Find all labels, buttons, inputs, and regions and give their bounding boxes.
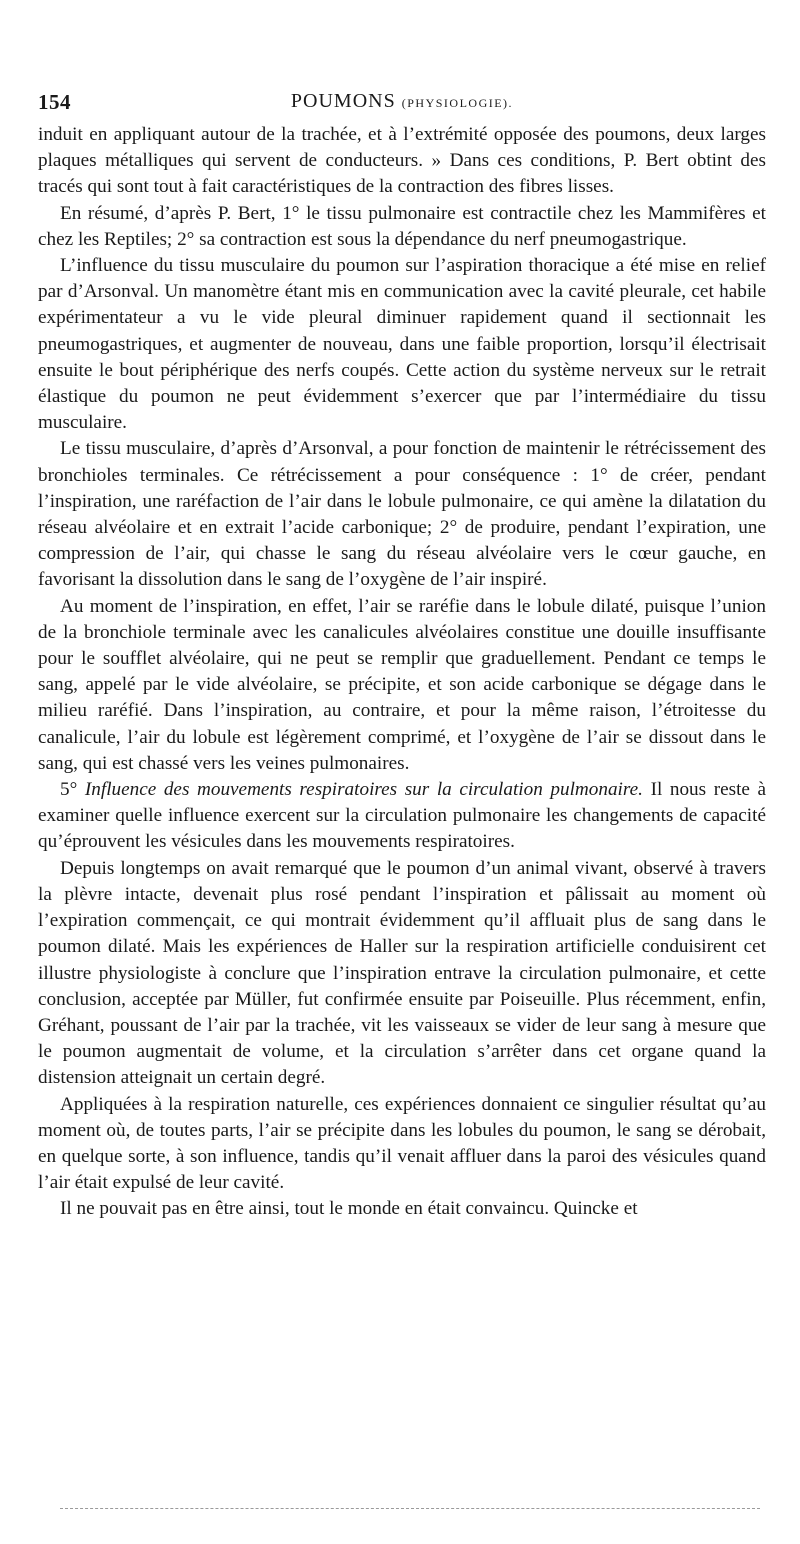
page-number: 154 [38, 90, 71, 114]
section-number: 5° [60, 779, 78, 801]
paragraph-8: Appliquées à la respiration naturelle, ces expériences donnaient ce singulier résultat qu’au moment où, de toutes parts, l’air se précipite dans les lobules du poumon, le sang se dérobait, en quelque sorte, à son influence, tandis qu’il venait affluer dans la paroi des vésicules quand l’air était expulsé de leur cavité. [38, 1093, 766, 1194]
section-heading: Influence des mouvements respiratoires sur la circulation pulmonaire. [84, 779, 643, 801]
paragraph-7: Depuis longtemps on avait remarqué que le poumon d’un animal vivant, observé à travers la plèvre intacte, devenait plus rosé pendant l’inspiration et pâlissait au moment où l’expiration commençait, ce qui montrait évidemment qu’il affluait plus de sang dans le poumon dilaté. Mais les expériences de Haller sur la respiration artificielle conduisirent cet illustre physiologiste à conclure que l’inspiration entrave la circulation pulmonaire, et cette conclusion, acceptée par Müller, fut confirmée ensuite par Poiseuille. Plus récemment, enfin, Gréhant, poussant de l’air par la trachée, vit les vaisseaux se vider de leur sang à mesure que le poumon augmentait de volume, et la circulation s’arrêter dans cet organe quand la distension atteignait un certain degré. [38, 857, 766, 1089]
running-header [38, 86, 766, 122]
running-title [38, 90, 766, 113]
running-title-subtitle: (PHYSIOLOGIE). [401, 96, 514, 110]
paragraph-1: induit en appliquant autour de la trachée, et à l’extrémité opposée des poumons, deux larges plaques métalliques qui servent de conducteurs. » Dans ces conditions, P. Bert obtint des tracés qui sont tout à fait caractéristiques de la contraction des fibres lisses. [38, 124, 766, 198]
paragraph-3: L’influence du tissu musculaire du poumon sur l’aspiration thoracique a été mise en relief par d’Arsonval. Un manomètre étant mis en communication avec la cavité pleurale, cet habile expérimentateur a vu le vide pleural diminuer rapidement quand il sectionnait les pneumogastriques, et augmenter de nouveau, dans une faible proportion, lorsqu’il électrisait ensuite le bout périphérique des nerfs coupés. Cette action du système nerveux sur le retrait élastique du poumon ne peut évidemment s’exercer que par l’intermédiaire du tissu musculaire. [38, 255, 766, 434]
section-5-paragraph [38, 777, 766, 856]
book-page [38, 86, 766, 1223]
section-5-text: Il nous reste à examiner quelle influence exercent sur la circulation pulmonaire les changements de capacité qu’éprouvent les vésicules dans les mouvements respiratoires. [38, 779, 767, 853]
body-text [38, 122, 766, 1223]
paragraph-9: Il ne pouvait pas en être ainsi, tout le monde en était convaincu. Quincke et [60, 1198, 638, 1220]
paragraph-5: Au moment de l’inspiration, en effet, l’air se raréfie dans le lobule dilaté, puisque l’union de la bronchiole terminale avec les canalicules alvéolaires constitue une douille insuffisante pour le soufflet alvéolaire, qui ne peut se remplir que graduellement. Pendant ce temps le sang, appelé par le vide alvéolaire, se précipite, et son acide carbonique se dégage dans le milieu raréfié. Dans l’inspiration, au contraire, et pour la même raison, l’étroitesse du canalicule, l’air du lobule est légèrement comprimé, et l’oxygène de l’air se dissout dans le sang, qui est chassé vers les veines pulmonaires. [38, 595, 766, 774]
footer-rule [60, 1508, 760, 1509]
paragraph-2: En résumé, d’après P. Bert, 1° le tissu pulmonaire est contractile chez les Mammifères et chez les Reptiles; 2° sa contraction est sous la dépendance du nerf pneumogastrique. [38, 202, 766, 250]
running-title-main: POUMONS [290, 90, 396, 112]
paragraph-4: Le tissu musculaire, d’après d’Arsonval, a pour fonction de maintenir le rétrécissement des bronchioles terminales. Ce rétrécissement a pour conséquence : 1° de créer, pendant l’inspiration, une raréfaction de l’air dans le lobule pulmonaire, ce qui amène la dilatation du réseau alvéolaire et en extrait l’acide carbonique; 2° de produire, pendant l’expiration, une compression de l’air, qui chasse le sang du réseau alvéolaire vers le cœur gauche, en favorisant la dissolution dans le sang de l’oxygène de l’air inspiré. [38, 438, 766, 591]
